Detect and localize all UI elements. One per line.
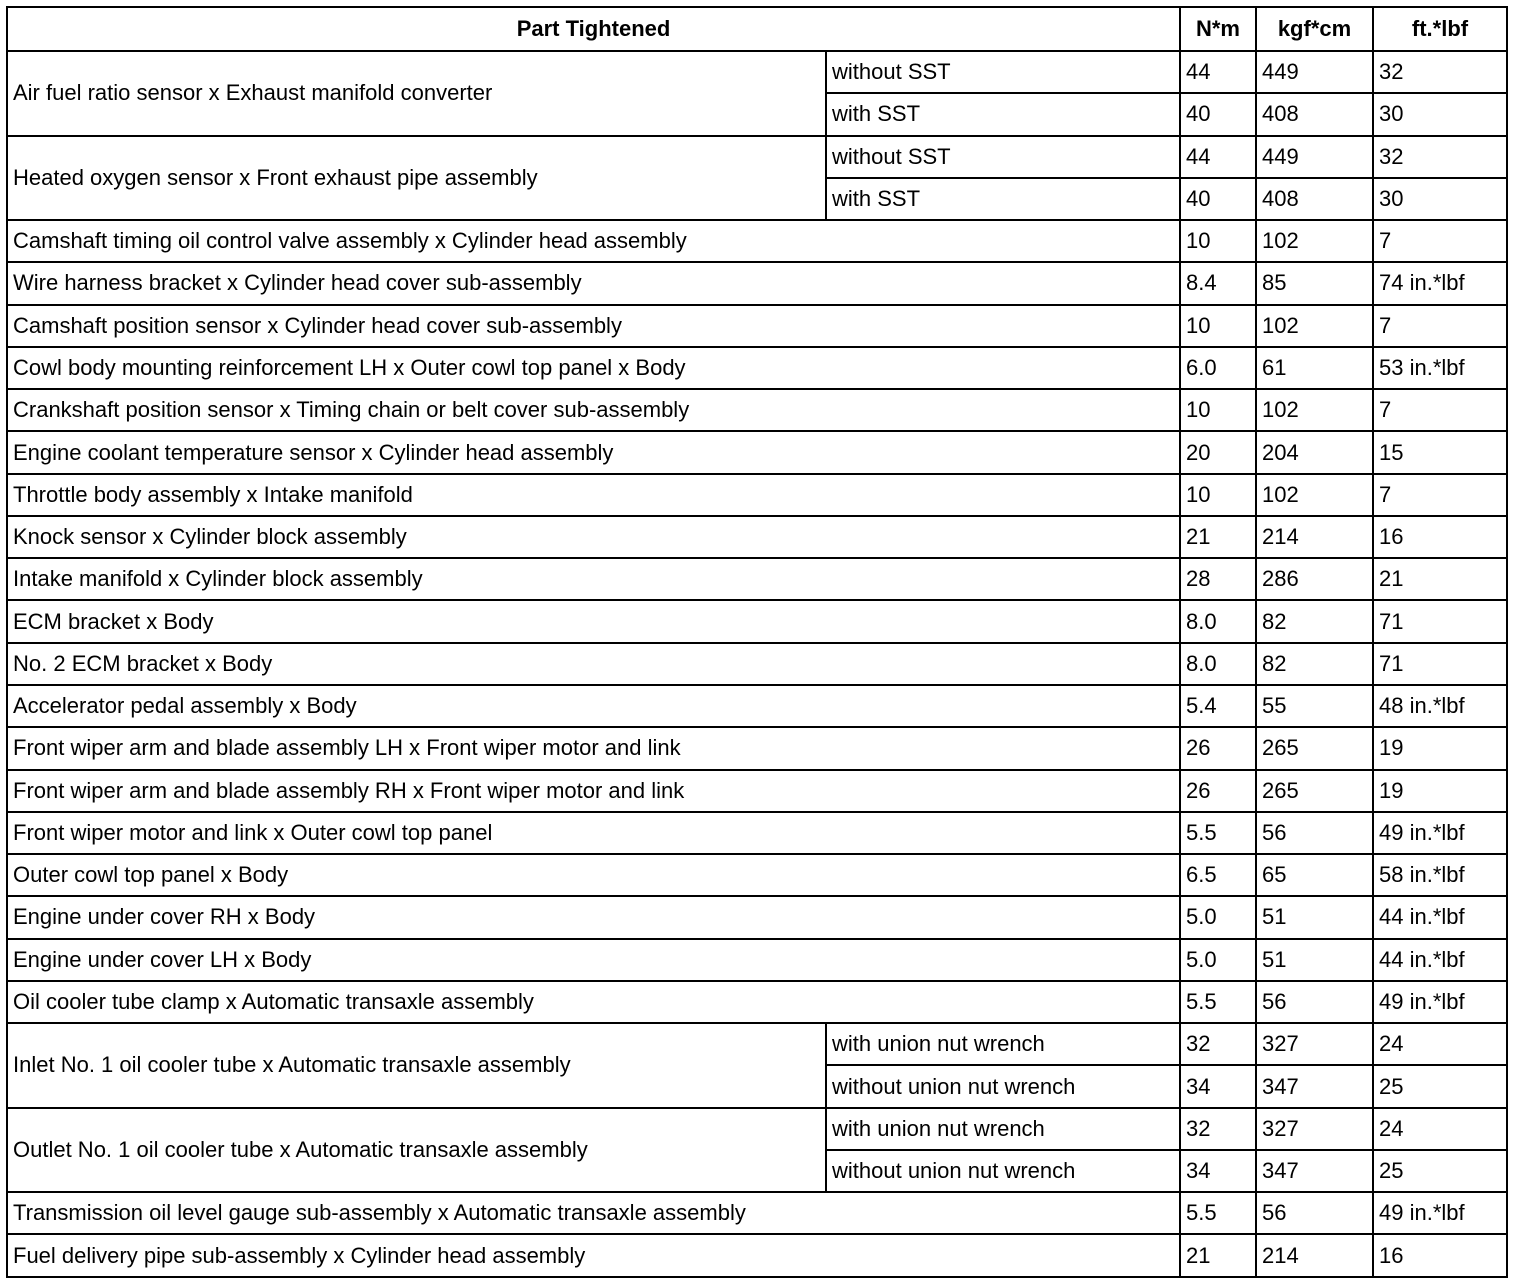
kgfcm-cell: 85 (1256, 262, 1373, 304)
part-name-cell: Wire harness bracket x Cylinder head cover sub-assembly (7, 262, 1180, 304)
header-nm: N*m (1180, 7, 1256, 51)
table-row (7, 685, 1507, 727)
part-name-cell: No. 2 ECM bracket x Body (7, 643, 1180, 685)
part-name-cell: Outer cowl top panel x Body (7, 854, 1180, 896)
kgfcm-cell: 51 (1256, 896, 1373, 938)
nm-cell: 21 (1180, 1234, 1256, 1277)
nm-cell: 5.0 (1180, 896, 1256, 938)
part-name-cell: Crankshaft position sensor x Timing chain or belt cover sub-assembly (7, 389, 1180, 431)
header-part-tightened: Part Tightened (7, 7, 1180, 51)
ftlbf-cell: 32 (1373, 51, 1507, 93)
kgfcm-cell: 327 (1256, 1023, 1373, 1065)
table-row (7, 643, 1507, 685)
ftlbf-cell: 21 (1373, 558, 1507, 600)
nm-cell: 32 (1180, 1023, 1256, 1065)
ftlbf-cell: 30 (1373, 93, 1507, 135)
nm-cell: 8.4 (1180, 262, 1256, 304)
kgfcm-cell: 327 (1256, 1108, 1373, 1150)
table-row (7, 262, 1507, 304)
ftlbf-cell: 16 (1373, 516, 1507, 558)
ftlbf-cell: 58 in.*lbf (1373, 854, 1507, 896)
nm-cell: 5.5 (1180, 981, 1256, 1023)
part-name-cell: Accelerator pedal assembly x Body (7, 685, 1180, 727)
kgfcm-cell: 286 (1256, 558, 1373, 600)
part-name-cell: Camshaft timing oil control valve assembly x Cylinder head assembly (7, 220, 1180, 262)
table-row (7, 389, 1507, 431)
nm-cell: 44 (1180, 136, 1256, 178)
torque-spec-table (6, 6, 1508, 1278)
part-name-cell: Intake manifold x Cylinder block assembly (7, 558, 1180, 600)
part-name-cell: Engine under cover RH x Body (7, 896, 1180, 938)
table-row (7, 600, 1507, 642)
ftlbf-cell: 30 (1373, 178, 1507, 220)
nm-cell: 21 (1180, 516, 1256, 558)
table-row (7, 136, 1507, 178)
nm-cell: 20 (1180, 431, 1256, 473)
kgfcm-cell: 265 (1256, 727, 1373, 769)
kgfcm-cell: 347 (1256, 1150, 1373, 1192)
table-row (7, 474, 1507, 516)
kgfcm-cell: 102 (1256, 305, 1373, 347)
table-row (7, 981, 1507, 1023)
nm-cell: 5.4 (1180, 685, 1256, 727)
nm-cell: 44 (1180, 51, 1256, 93)
header-kgfcm: kgf*cm (1256, 7, 1373, 51)
table-row (7, 1023, 1507, 1065)
table-row (7, 812, 1507, 854)
kgfcm-cell: 449 (1256, 136, 1373, 178)
nm-cell: 34 (1180, 1150, 1256, 1192)
kgfcm-cell: 102 (1256, 474, 1373, 516)
table-row (7, 558, 1507, 600)
condition-cell: with SST (826, 93, 1180, 135)
table-row (7, 516, 1507, 558)
part-name-cell: Heated oxygen sensor x Front exhaust pipe assembly (7, 136, 826, 221)
ftlbf-cell: 48 in.*lbf (1373, 685, 1507, 727)
kgfcm-cell: 102 (1256, 220, 1373, 262)
ftlbf-cell: 25 (1373, 1065, 1507, 1107)
ftlbf-cell: 7 (1373, 305, 1507, 347)
kgfcm-cell: 408 (1256, 93, 1373, 135)
nm-cell: 8.0 (1180, 643, 1256, 685)
part-name-cell: Air fuel ratio sensor x Exhaust manifold converter (7, 51, 826, 136)
kgfcm-cell: 82 (1256, 643, 1373, 685)
kgfcm-cell: 449 (1256, 51, 1373, 93)
ftlbf-cell: 71 (1373, 643, 1507, 685)
part-name-cell: Transmission oil level gauge sub-assembly x Automatic transaxle assembly (7, 1192, 1180, 1234)
ftlbf-cell: 7 (1373, 389, 1507, 431)
kgfcm-cell: 214 (1256, 1234, 1373, 1277)
ftlbf-cell: 24 (1373, 1108, 1507, 1150)
table-row (7, 305, 1507, 347)
kgfcm-cell: 82 (1256, 600, 1373, 642)
nm-cell: 5.5 (1180, 812, 1256, 854)
nm-cell: 40 (1180, 178, 1256, 220)
ftlbf-cell: 49 in.*lbf (1373, 981, 1507, 1023)
nm-cell: 6.0 (1180, 347, 1256, 389)
ftlbf-cell: 25 (1373, 1150, 1507, 1192)
table-row (7, 1108, 1507, 1150)
nm-cell: 6.5 (1180, 854, 1256, 896)
nm-cell: 28 (1180, 558, 1256, 600)
nm-cell: 34 (1180, 1065, 1256, 1107)
kgfcm-cell: 265 (1256, 770, 1373, 812)
header-ftlbf: ft.*lbf (1373, 7, 1507, 51)
ftlbf-cell: 74 in.*lbf (1373, 262, 1507, 304)
kgfcm-cell: 56 (1256, 981, 1373, 1023)
condition-cell: with union nut wrench (826, 1023, 1180, 1065)
condition-cell: with union nut wrench (826, 1108, 1180, 1150)
ftlbf-cell: 44 in.*lbf (1373, 896, 1507, 938)
condition-cell: without SST (826, 51, 1180, 93)
header-row (7, 7, 1507, 51)
nm-cell: 10 (1180, 389, 1256, 431)
nm-cell: 26 (1180, 770, 1256, 812)
nm-cell: 8.0 (1180, 600, 1256, 642)
part-name-cell: Fuel delivery pipe sub-assembly x Cylinder head assembly (7, 1234, 1180, 1277)
table-row (7, 347, 1507, 389)
table-row (7, 51, 1507, 93)
kgfcm-cell: 51 (1256, 939, 1373, 981)
kgfcm-cell: 65 (1256, 854, 1373, 896)
part-name-cell: Front wiper motor and link x Outer cowl top panel (7, 812, 1180, 854)
nm-cell: 40 (1180, 93, 1256, 135)
kgfcm-cell: 56 (1256, 1192, 1373, 1234)
nm-cell: 10 (1180, 474, 1256, 516)
table-row (7, 431, 1507, 473)
part-name-cell: Camshaft position sensor x Cylinder head cover sub-assembly (7, 305, 1180, 347)
kgfcm-cell: 61 (1256, 347, 1373, 389)
nm-cell: 32 (1180, 1108, 1256, 1150)
ftlbf-cell: 44 in.*lbf (1373, 939, 1507, 981)
kgfcm-cell: 55 (1256, 685, 1373, 727)
part-name-cell: Knock sensor x Cylinder block assembly (7, 516, 1180, 558)
ftlbf-cell: 32 (1373, 136, 1507, 178)
ftlbf-cell: 16 (1373, 1234, 1507, 1277)
kgfcm-cell: 56 (1256, 812, 1373, 854)
table-row (7, 727, 1507, 769)
kgfcm-cell: 214 (1256, 516, 1373, 558)
part-name-cell: Oil cooler tube clamp x Automatic transaxle assembly (7, 981, 1180, 1023)
nm-cell: 5.5 (1180, 1192, 1256, 1234)
part-name-cell: Front wiper arm and blade assembly RH x Front wiper motor and link (7, 770, 1180, 812)
ftlbf-cell: 19 (1373, 727, 1507, 769)
table-row (7, 854, 1507, 896)
nm-cell: 5.0 (1180, 939, 1256, 981)
table-row (7, 1234, 1507, 1277)
condition-cell: without SST (826, 136, 1180, 178)
condition-cell: without union nut wrench (826, 1150, 1180, 1192)
table-row (7, 939, 1507, 981)
part-name-cell: Front wiper arm and blade assembly LH x Front wiper motor and link (7, 727, 1180, 769)
kgfcm-cell: 347 (1256, 1065, 1373, 1107)
ftlbf-cell: 19 (1373, 770, 1507, 812)
kgfcm-cell: 408 (1256, 178, 1373, 220)
nm-cell: 10 (1180, 305, 1256, 347)
nm-cell: 10 (1180, 220, 1256, 262)
ftlbf-cell: 7 (1373, 220, 1507, 262)
nm-cell: 26 (1180, 727, 1256, 769)
ftlbf-cell: 7 (1373, 474, 1507, 516)
ftlbf-cell: 24 (1373, 1023, 1507, 1065)
table-row (7, 896, 1507, 938)
ftlbf-cell: 49 in.*lbf (1373, 1192, 1507, 1234)
table-body (7, 51, 1507, 1277)
part-name-cell: Engine under cover LH x Body (7, 939, 1180, 981)
part-name-cell: ECM bracket x Body (7, 600, 1180, 642)
part-name-cell: Inlet No. 1 oil cooler tube x Automatic transaxle assembly (7, 1023, 826, 1108)
table-row (7, 770, 1507, 812)
table-row (7, 1192, 1507, 1234)
part-name-cell: Engine coolant temperature sensor x Cylinder head assembly (7, 431, 1180, 473)
kgfcm-cell: 102 (1256, 389, 1373, 431)
part-name-cell: Outlet No. 1 oil cooler tube x Automatic transaxle assembly (7, 1108, 826, 1193)
ftlbf-cell: 71 (1373, 600, 1507, 642)
condition-cell: with SST (826, 178, 1180, 220)
ftlbf-cell: 53 in.*lbf (1373, 347, 1507, 389)
part-name-cell: Throttle body assembly x Intake manifold (7, 474, 1180, 516)
table-row (7, 220, 1507, 262)
part-name-cell: Cowl body mounting reinforcement LH x Outer cowl top panel x Body (7, 347, 1180, 389)
kgfcm-cell: 204 (1256, 431, 1373, 473)
ftlbf-cell: 15 (1373, 431, 1507, 473)
ftlbf-cell: 49 in.*lbf (1373, 812, 1507, 854)
condition-cell: without union nut wrench (826, 1065, 1180, 1107)
